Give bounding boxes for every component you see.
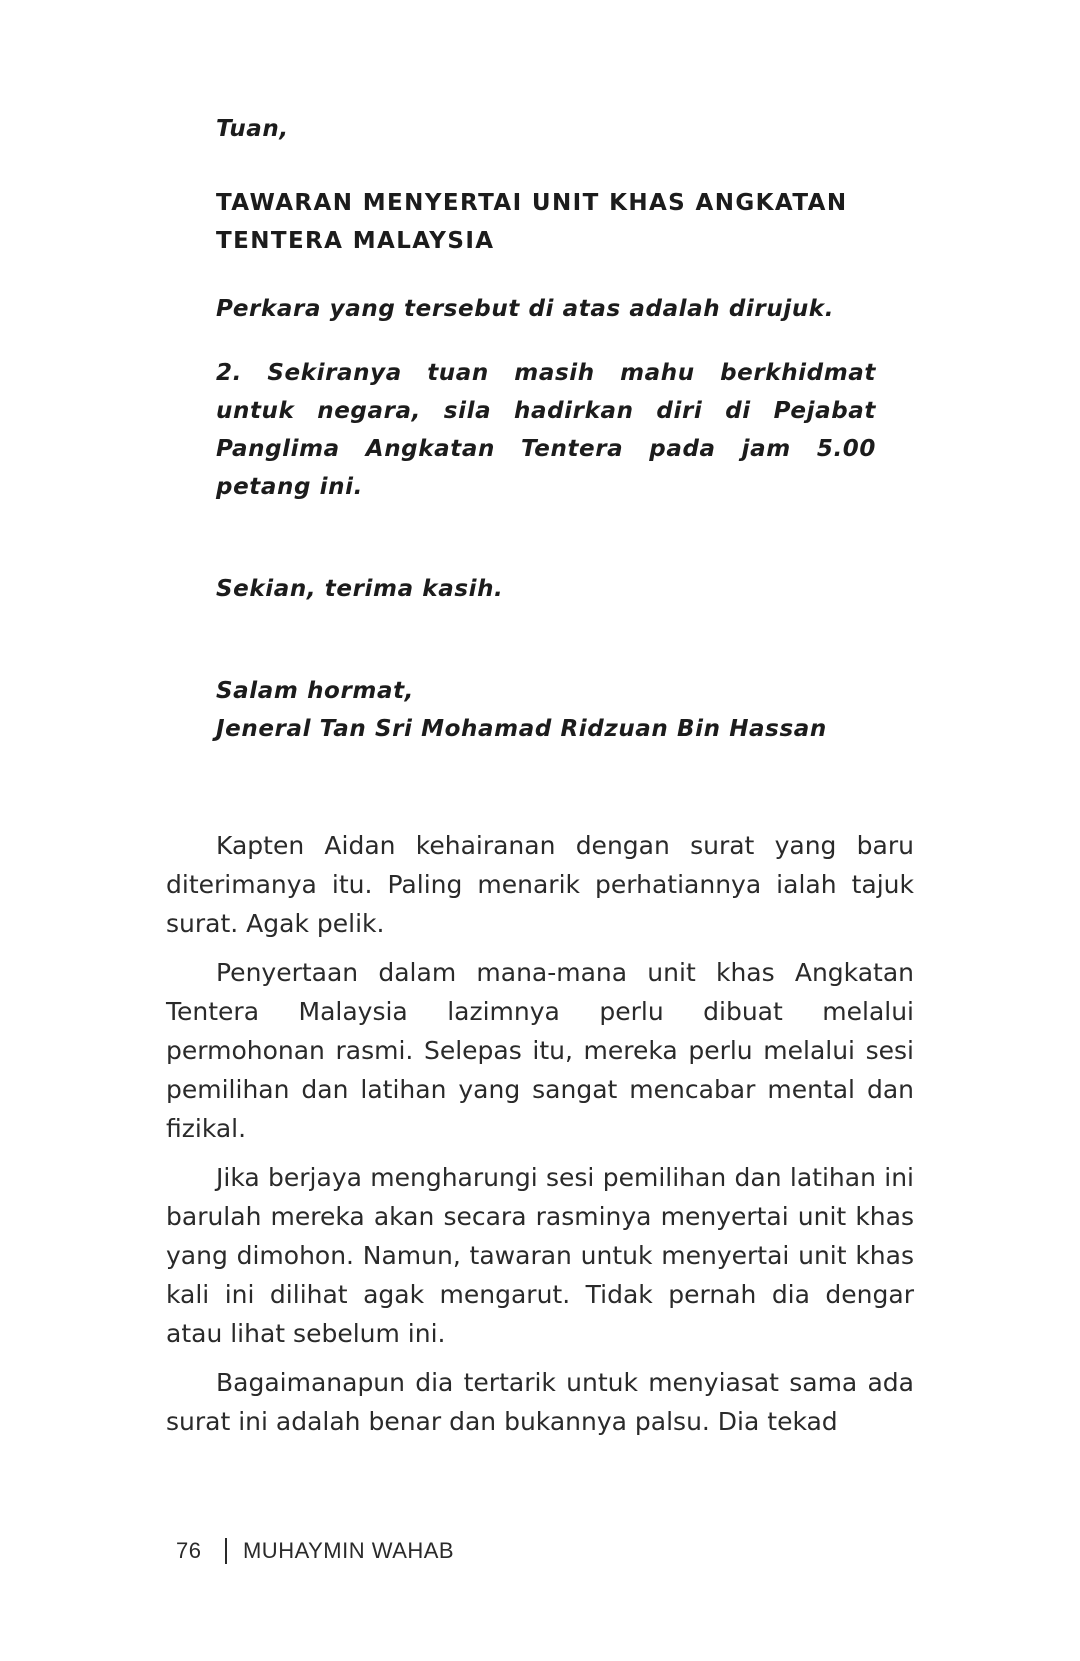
footer-divider — [225, 1538, 227, 1564]
letter-signer: Jeneral Tan Sri Mohamad Ridzuan Bin Hassan — [216, 716, 827, 742]
narrative-paragraph: Penyertaan dalam mana-mana unit khas Angkatan Tentera Malaysia lazimnya perlu dibuat melalui permohonan rasmi. Selepas itu, mereka perlu melalui sesi pemilihan dan latihan yang sangat mencabar mental dan fizikal. — [166, 958, 914, 1143]
page-number: 76 — [176, 1538, 202, 1563]
narrative-text — [166, 826, 914, 1451]
narrative-paragraph: Jika berjaya mengharungi sesi pemilihan dan latihan ini barulah mereka akan secara rasminya menyertai unit khas yang dimohon. Namun, tawaran untuk menyertai unit khas kali ini dilihat agak mengarut. Tidak pernah dia dengar atau lihat sebelum ini. — [166, 1163, 914, 1348]
narrative-paragraph: Bagaimanapun dia tertarik untuk menyiasat sama ada surat ini adalah benar dan bukannya palsu. Dia tekad — [166, 1368, 914, 1436]
narrative-paragraph: Kapten Aidan kehairanan dengan surat yang baru diterimanya itu. Paling menarik perhatiannya ialah tajuk surat. Agak pelik. — [166, 831, 914, 938]
letter-reference: Perkara yang tersebut di atas adalah dirujuk. — [216, 296, 835, 322]
letter-subject: TAWARAN MENYERTAI UNIT KHAS ANGKATAN TENTERA MALAYSIA — [216, 190, 848, 254]
letter-block — [216, 110, 876, 748]
letter-closing: Sekian, terima kasih. — [216, 576, 504, 602]
author-name: MUHAYMIN WAHAB — [242, 1538, 455, 1563]
page-footer — [176, 1538, 454, 1564]
letter-salutation: Tuan, — [216, 116, 289, 142]
letter-regards: Salam hormat, — [216, 678, 414, 704]
letter-paragraph-2: 2. Sekiranya tuan masih mahu berkhidmat untuk negara, sila hadirkan diri di Pejabat Panglima Angkatan Tentera pada jam 5.00 petang ini. — [216, 360, 876, 500]
